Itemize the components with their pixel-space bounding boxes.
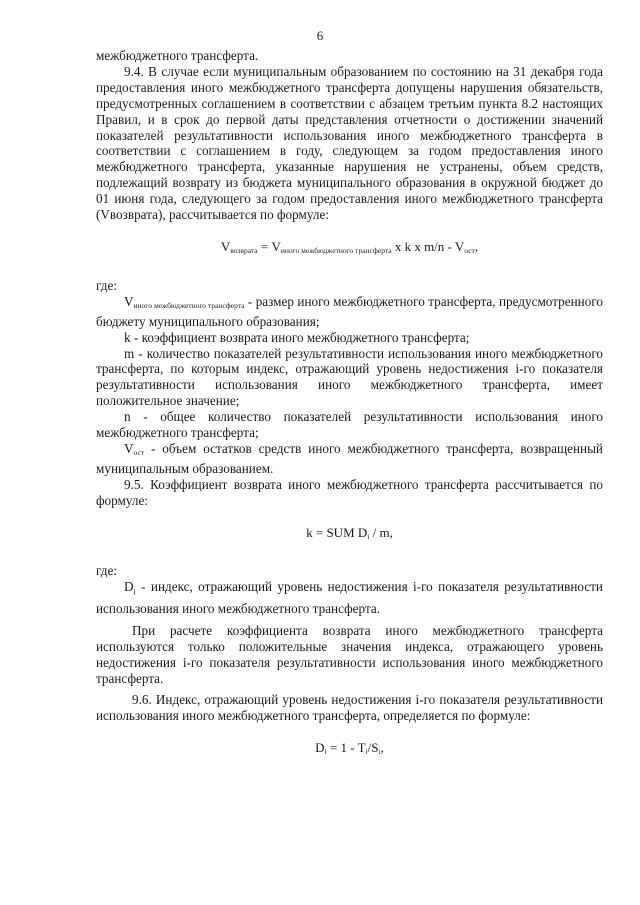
page-number: 6 (316, 28, 324, 43)
formula-d-lhs: D (315, 740, 325, 756)
paragraph-9-5: 9.5. Коэффициент возврата иного межбюджетного трансферта рассчитывается по формуле: (96, 476, 603, 508)
definition-d-text: - индекс, отражающий уровень недостижения i-го показателя результативности использования иного межбюджетного трансферта. (96, 579, 603, 616)
formula-ost-sub: ост (464, 245, 475, 255)
formula-eq: = (257, 238, 272, 254)
symbol-v-sub: иного межбюджетного трансферта (133, 300, 245, 310)
formula-v2: V (271, 238, 281, 254)
carry-over-line: межбюджетного трансферта. (96, 48, 259, 63)
formula-v-sub: возврата (230, 245, 258, 255)
definition-n: n - общее количество показателей результативности использования иного межбюджетного трансферта; (96, 409, 603, 441)
definition-m: m - количество показателей результативности использования иного межбюджетного трансферта, по которым индекс, отражающий уровень недостижения i-го показателя результативности использования иного межбюджетного трансферта, имеет положительное значение; (96, 345, 603, 409)
formula-d-sub2: i (365, 747, 368, 757)
formula-v: V (220, 238, 231, 254)
symbol-v-ost: V (124, 440, 134, 456)
definition-k: k - коэффициент возврата иного межбюджетного трансферта; (124, 329, 470, 345)
formula-d-end: , (380, 740, 384, 756)
formula-k-lhs: k = SUM D (306, 524, 368, 540)
formula-d-mid: = 1 - T (326, 740, 366, 756)
formula-k (96, 525, 603, 545)
definition-v (96, 294, 603, 330)
formula-d (96, 740, 603, 760)
definition-v-ost (96, 441, 603, 477)
formula-k-rhs: / m, (369, 524, 393, 540)
formula-v-return (96, 239, 603, 259)
formula-end: , (474, 238, 479, 254)
definition-d (96, 579, 603, 616)
paragraph-9-4: 9.4. В случае если муниципальным образованием по состоянию на 31 декабря года предоставления иного межбюджетного трансферта допущены нарушения обязательств, предусмотренных соглашением в соответствии с абзацем третьим пункта 8.2 настоящих Правил, и в срок до первой даты представления отчетности о достижении значений показателей результативности использования иного межбюджетного трансферта в соответствии с соглашением в году, следующем за годом предоставления иного межбюджетного трансферта, указанные нарушения не устранены, объем средств, подлежащий возврату из бюджета муниципального образования в окружной бюджет до 01 июня года, следующего за годом предоставления иного межбюджетного трансферта (Vвозврата), рассчитывается по формуле: (96, 63, 603, 223)
symbol-v-ost-sub: ост (133, 447, 145, 457)
formula-v2-sub: иного межбюджетного трансферта (280, 245, 392, 255)
definition-v-text: - размер иного межбюджетного трансферта, предусмотренного бюджету муниципального образования; (96, 293, 603, 329)
symbol-v: V (124, 293, 134, 309)
symbol-d-sub: i (133, 588, 136, 598)
paragraph-9-6: 9.6. Индекс, отражающий уровень недостижения i-го показателя результативности использования иного межбюджетного трансферта, определяется по формуле: (96, 692, 603, 724)
where-label-1: где: (96, 277, 117, 293)
formula-d-rhs: /S (367, 740, 379, 756)
where-label-2: где: (96, 563, 117, 579)
formula-d-sub: i (324, 747, 327, 757)
formula-k-sub: i (367, 531, 370, 541)
definition-v-ost-text: - объем остатков средств иного межбюджетного трансферта, возвращенный муниципальным образованием. (96, 440, 603, 476)
formula-d-sub3: i (378, 747, 381, 757)
symbol-d: D (124, 579, 134, 595)
document-body (96, 48, 603, 779)
formula-tail: x k x m/n - V (391, 238, 465, 254)
calculation-note: При расчете коэффициента возврата иного межбюджетного трансферта используются только положительные значения индекса, отражающего уровень недостижения i-го показателя результативности использования иного межбюджетного трансферта. (96, 622, 603, 686)
